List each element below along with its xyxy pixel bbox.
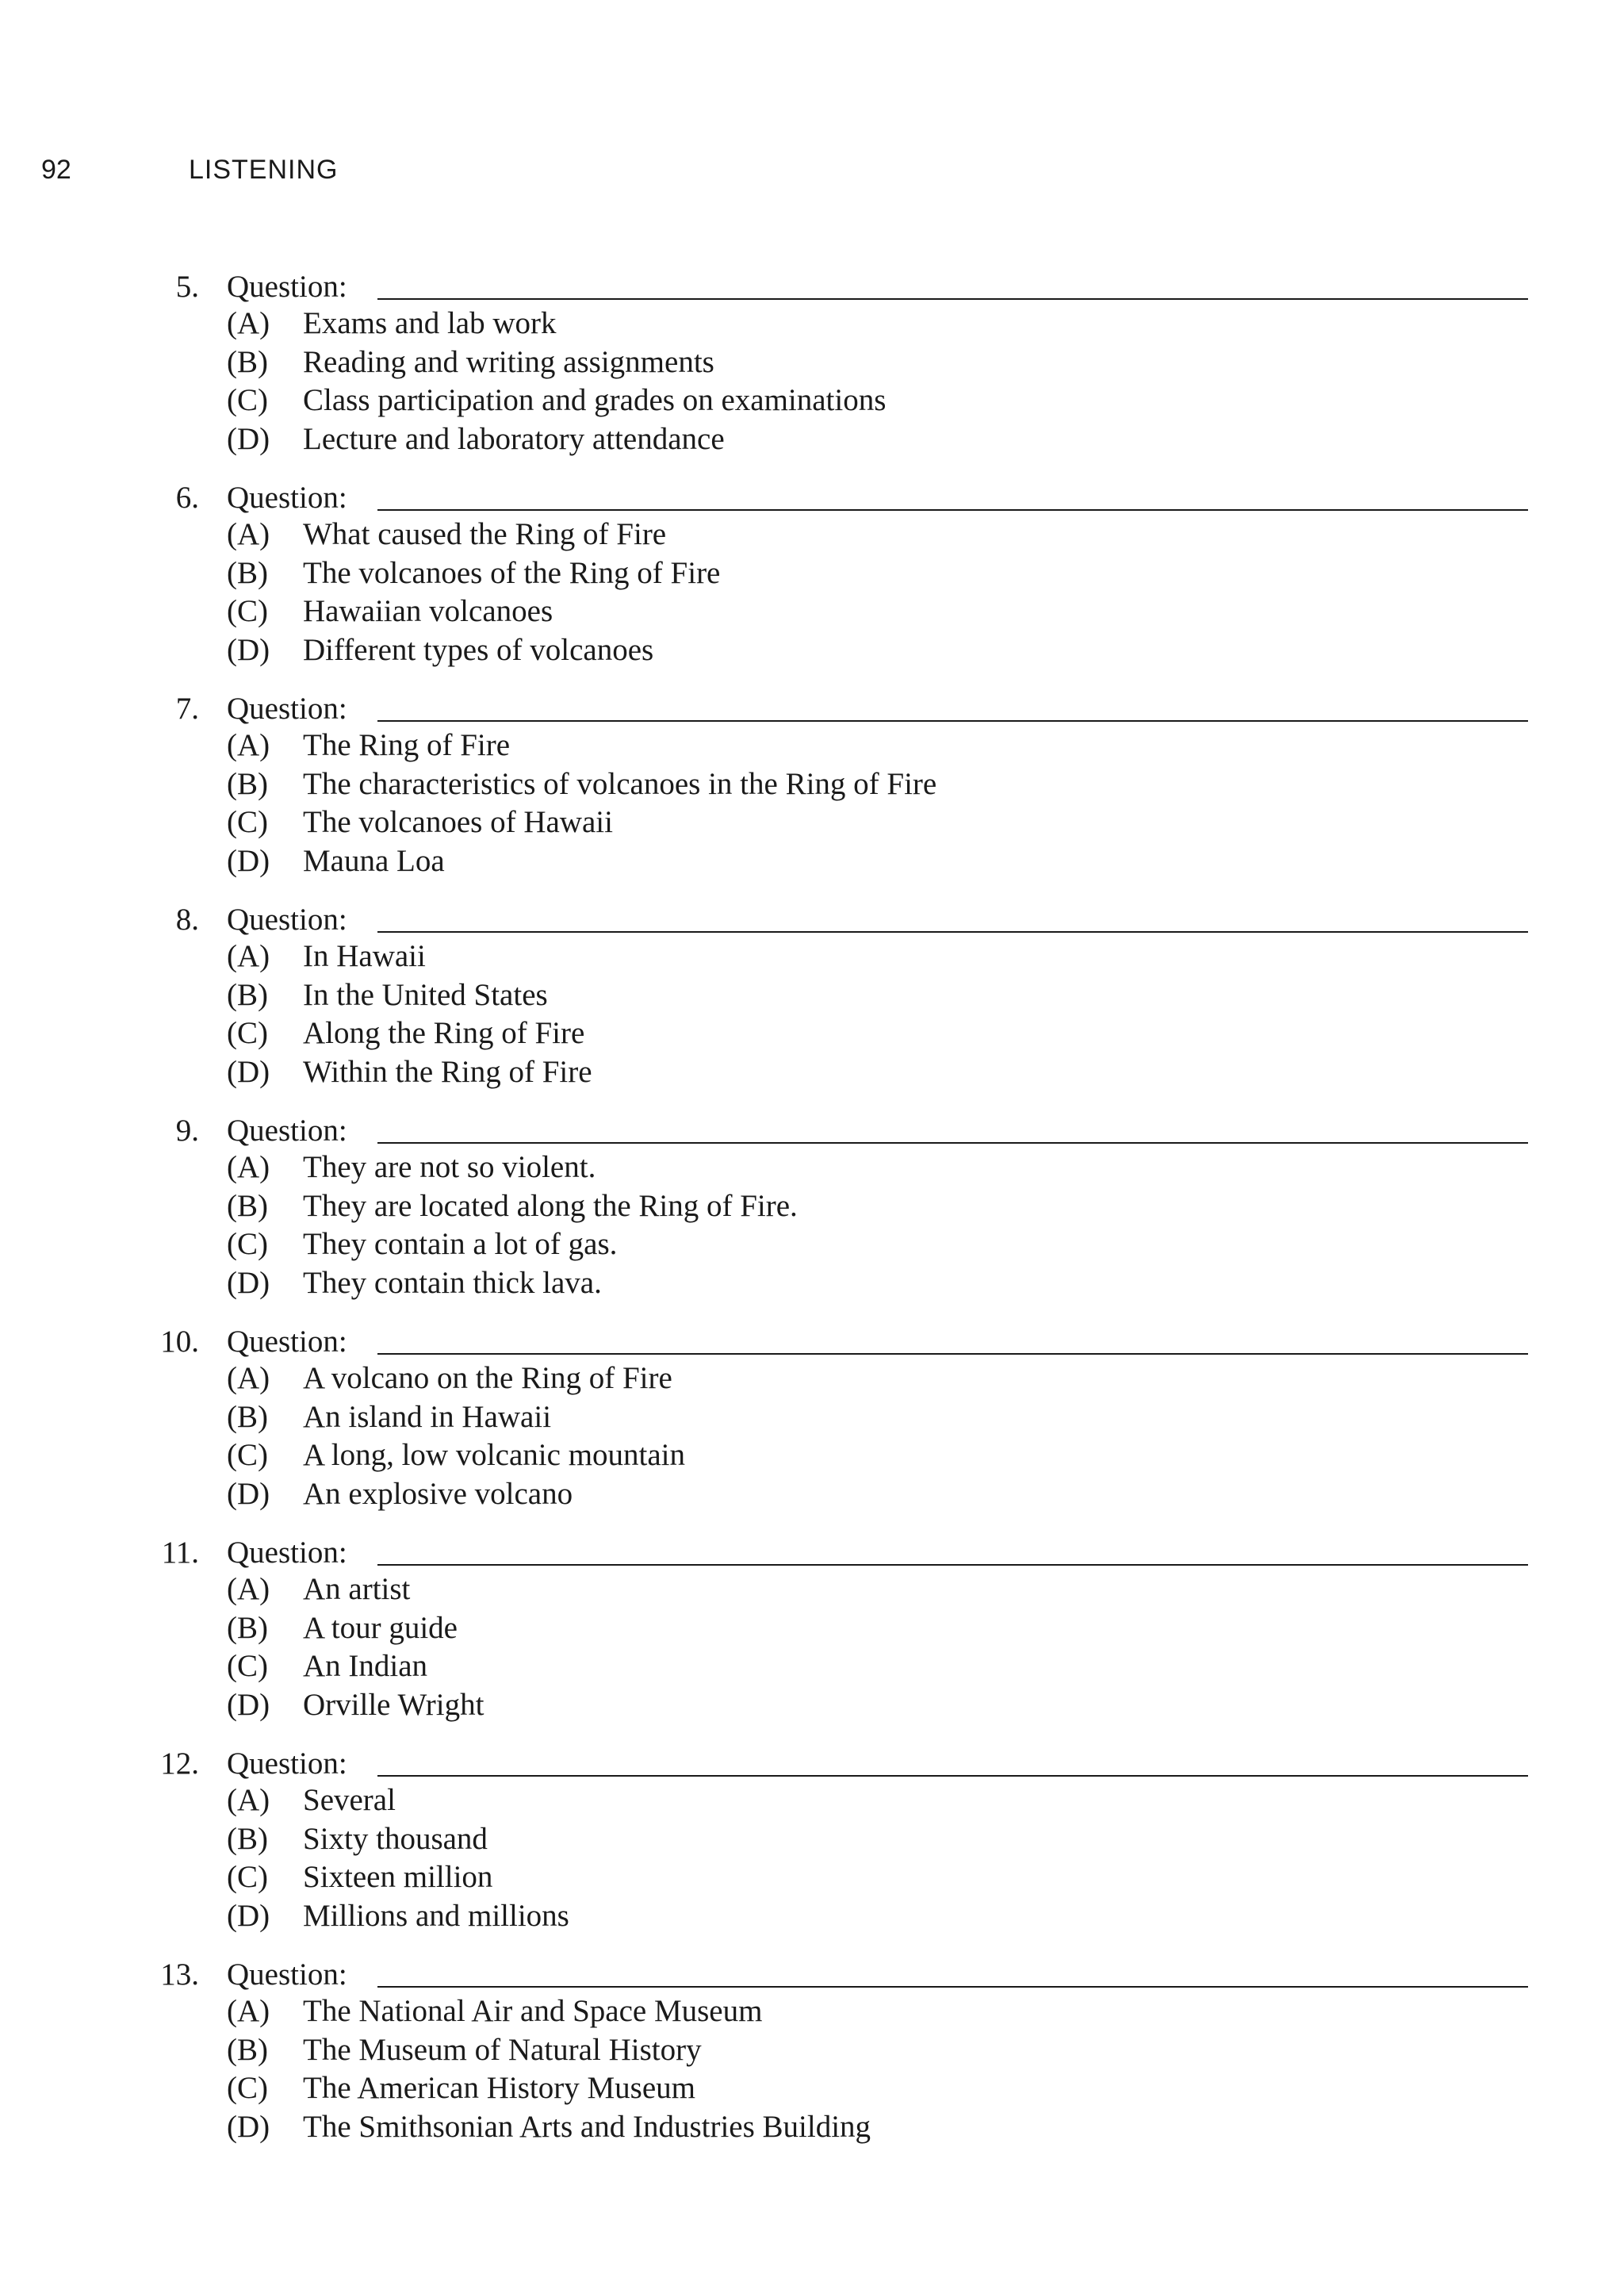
option-text: An Indian (303, 1649, 428, 1683)
option-row (0, 1014, 1624, 1053)
option-row (0, 1897, 1624, 1936)
option-row (0, 2108, 1624, 2147)
option-letter: (B) (227, 344, 268, 379)
option-row (0, 592, 1624, 631)
option-letter: (D) (227, 1898, 270, 1933)
option-letter: (C) (227, 1016, 268, 1050)
question-line (0, 1532, 1624, 1574)
option-row (0, 1992, 1624, 2031)
option-letter: (B) (227, 2032, 268, 2067)
option-letter: (D) (227, 1265, 270, 1300)
option-row (0, 1475, 1624, 1514)
option-row (0, 1053, 1624, 1092)
option-letter: (D) (227, 843, 270, 878)
option-text: Several (303, 1783, 396, 1817)
option-row (0, 1858, 1624, 1897)
option-row (0, 1781, 1624, 1820)
option-text: They contain thick lava. (303, 1265, 602, 1300)
option-letter: (A) (227, 1994, 270, 2028)
option-list (0, 727, 1624, 880)
option-row (0, 1609, 1624, 1648)
option-row (0, 765, 1624, 804)
option-text: Mauna Loa (303, 843, 445, 878)
option-text: The volcanoes of the Ring of Fire (303, 555, 721, 590)
option-text: An island in Hawaii (303, 1399, 552, 1434)
answer-blank-line (377, 1775, 1528, 1777)
option-text: The National Air and Space Museum (303, 1994, 763, 2028)
question-item (0, 1743, 1624, 1954)
option-text: They are not so violent. (303, 1150, 596, 1184)
question-line (0, 688, 1624, 730)
option-row (0, 382, 1624, 420)
option-text: They are located along the Ring of Fire. (303, 1188, 798, 1223)
page-number: 92 (41, 155, 71, 185)
option-row (0, 1187, 1624, 1226)
question-number: 5. (175, 270, 199, 304)
option-text: An artist (303, 1572, 411, 1606)
option-text: Class participation and grades on examinations (303, 383, 887, 417)
option-letter: (A) (227, 1572, 270, 1606)
question-label: Question: (227, 270, 347, 304)
option-row (0, 1264, 1624, 1303)
question-list (0, 266, 1624, 2165)
option-letter: (C) (227, 1649, 268, 1683)
option-row (0, 727, 1624, 765)
option-letter: (D) (227, 1687, 270, 1722)
question-label: Question: (227, 481, 347, 515)
option-letter: (D) (227, 1054, 270, 1089)
option-letter: (A) (227, 939, 270, 973)
option-letter: (C) (227, 1227, 268, 1261)
option-row (0, 1359, 1624, 1398)
option-letter: (B) (227, 1610, 268, 1645)
option-letter: (A) (227, 728, 270, 762)
option-row (0, 2031, 1624, 2070)
question-number: 9. (175, 1114, 199, 1148)
question-item (0, 1321, 1624, 1532)
option-row (0, 1225, 1624, 1264)
question-line (0, 266, 1624, 308)
answer-blank-line (377, 1353, 1528, 1355)
option-letter: (C) (227, 805, 268, 839)
option-row (0, 343, 1624, 382)
question-line (0, 899, 1624, 941)
option-text: In the United States (303, 977, 548, 1012)
option-text: A volcano on the Ring of Fire (303, 1361, 672, 1395)
option-row (0, 1647, 1624, 1686)
question-label: Question: (227, 1746, 347, 1781)
question-label: Question: (227, 1114, 347, 1148)
option-list (0, 1570, 1624, 1724)
question-line (0, 1954, 1624, 1996)
option-row (0, 976, 1624, 1015)
question-item (0, 266, 1624, 477)
question-item (0, 1954, 1624, 2165)
option-letter: (D) (227, 1476, 270, 1511)
option-row (0, 937, 1624, 976)
option-letter: (A) (227, 306, 270, 340)
question-label: Question: (227, 692, 347, 726)
question-number: 7. (175, 692, 199, 726)
question-number: 8. (175, 903, 199, 937)
option-text: The Smithsonian Arts and Industries Building (303, 2109, 871, 2144)
option-letter: (A) (227, 517, 270, 551)
option-letter: (B) (227, 766, 268, 801)
option-text: The Ring of Fire (303, 728, 511, 762)
option-list (0, 1359, 1624, 1513)
option-letter: (A) (227, 1783, 270, 1817)
option-text: What caused the Ring of Fire (303, 517, 667, 551)
option-text: Exams and lab work (303, 306, 557, 340)
option-row (0, 842, 1624, 881)
question-label: Question: (227, 1325, 347, 1359)
option-text: In Hawaii (303, 939, 426, 973)
option-letter: (D) (227, 632, 270, 667)
page-header (0, 155, 1624, 194)
option-letter: (A) (227, 1150, 270, 1184)
option-row (0, 631, 1624, 670)
option-row (0, 516, 1624, 554)
option-row (0, 1570, 1624, 1609)
option-letter: (D) (227, 421, 270, 456)
option-text: The Museum of Natural History (303, 2032, 702, 2067)
question-line (0, 1321, 1624, 1363)
option-letter: (B) (227, 1188, 268, 1223)
option-text: Millions and millions (303, 1898, 569, 1933)
option-letter: (C) (227, 594, 268, 628)
option-list (0, 516, 1624, 669)
option-text: Along the Ring of Fire (303, 1016, 585, 1050)
answer-blank-line (377, 1564, 1528, 1566)
option-letter: (C) (227, 2071, 268, 2105)
question-number: 12. (160, 1746, 199, 1781)
option-text: A tour guide (303, 1610, 458, 1645)
answer-blank-line (377, 1986, 1528, 1988)
option-row (0, 1148, 1624, 1187)
question-label: Question: (227, 903, 347, 937)
section-title: LISTENING (189, 155, 339, 185)
option-letter: (B) (227, 1821, 268, 1856)
option-text: They contain a lot of gas. (303, 1227, 618, 1261)
option-text: Different types of volcanoes (303, 632, 654, 667)
question-number: 13. (160, 1957, 199, 1992)
option-text: Reading and writing assignments (303, 344, 714, 379)
option-row (0, 554, 1624, 593)
option-text: Hawaiian volcanoes (303, 594, 553, 628)
option-text: Orville Wright (303, 1687, 485, 1722)
option-letter: (B) (227, 555, 268, 590)
option-text: Sixty thousand (303, 1821, 488, 1856)
option-text: Within the Ring of Fire (303, 1054, 592, 1089)
question-number: 11. (161, 1536, 199, 1570)
question-item (0, 899, 1624, 1110)
option-row (0, 803, 1624, 842)
question-label: Question: (227, 1957, 347, 1992)
question-line (0, 477, 1624, 519)
question-item (0, 1110, 1624, 1321)
question-line (0, 1110, 1624, 1152)
option-text: Lecture and laboratory attendance (303, 421, 725, 456)
option-row (0, 1820, 1624, 1859)
option-letter: (B) (227, 977, 268, 1012)
option-row (0, 420, 1624, 459)
option-list (0, 305, 1624, 458)
option-letter: (C) (227, 383, 268, 417)
option-text: A long, low volcanic mountain (303, 1438, 686, 1472)
option-text: The characteristics of volcanoes in the Ring of Fire (303, 766, 937, 801)
option-text: The volcanoes of Hawaii (303, 805, 613, 839)
option-letter: (C) (227, 1860, 268, 1894)
question-item (0, 1532, 1624, 1743)
option-letter: (B) (227, 1399, 268, 1434)
option-letter: (C) (227, 1438, 268, 1472)
answer-blank-line (377, 1142, 1528, 1144)
question-item (0, 688, 1624, 899)
option-list (0, 1992, 1624, 2146)
question-number: 10. (160, 1325, 199, 1359)
answer-blank-line (377, 509, 1528, 511)
question-number: 6. (175, 481, 199, 515)
option-letter: (A) (227, 1361, 270, 1395)
answer-blank-line (377, 720, 1528, 722)
option-row (0, 1686, 1624, 1725)
option-list (0, 1781, 1624, 1935)
option-row (0, 305, 1624, 343)
option-list (0, 937, 1624, 1091)
option-row (0, 1398, 1624, 1437)
option-row (0, 1436, 1624, 1475)
option-text: Sixteen million (303, 1860, 493, 1894)
option-row (0, 2069, 1624, 2108)
question-item (0, 477, 1624, 688)
option-text: The American History Museum (303, 2071, 695, 2105)
option-letter: (D) (227, 2109, 270, 2144)
question-label: Question: (227, 1536, 347, 1570)
answer-blank-line (377, 298, 1528, 300)
answer-blank-line (377, 931, 1528, 933)
option-text: An explosive volcano (303, 1476, 573, 1511)
question-line (0, 1743, 1624, 1785)
option-list (0, 1148, 1624, 1302)
